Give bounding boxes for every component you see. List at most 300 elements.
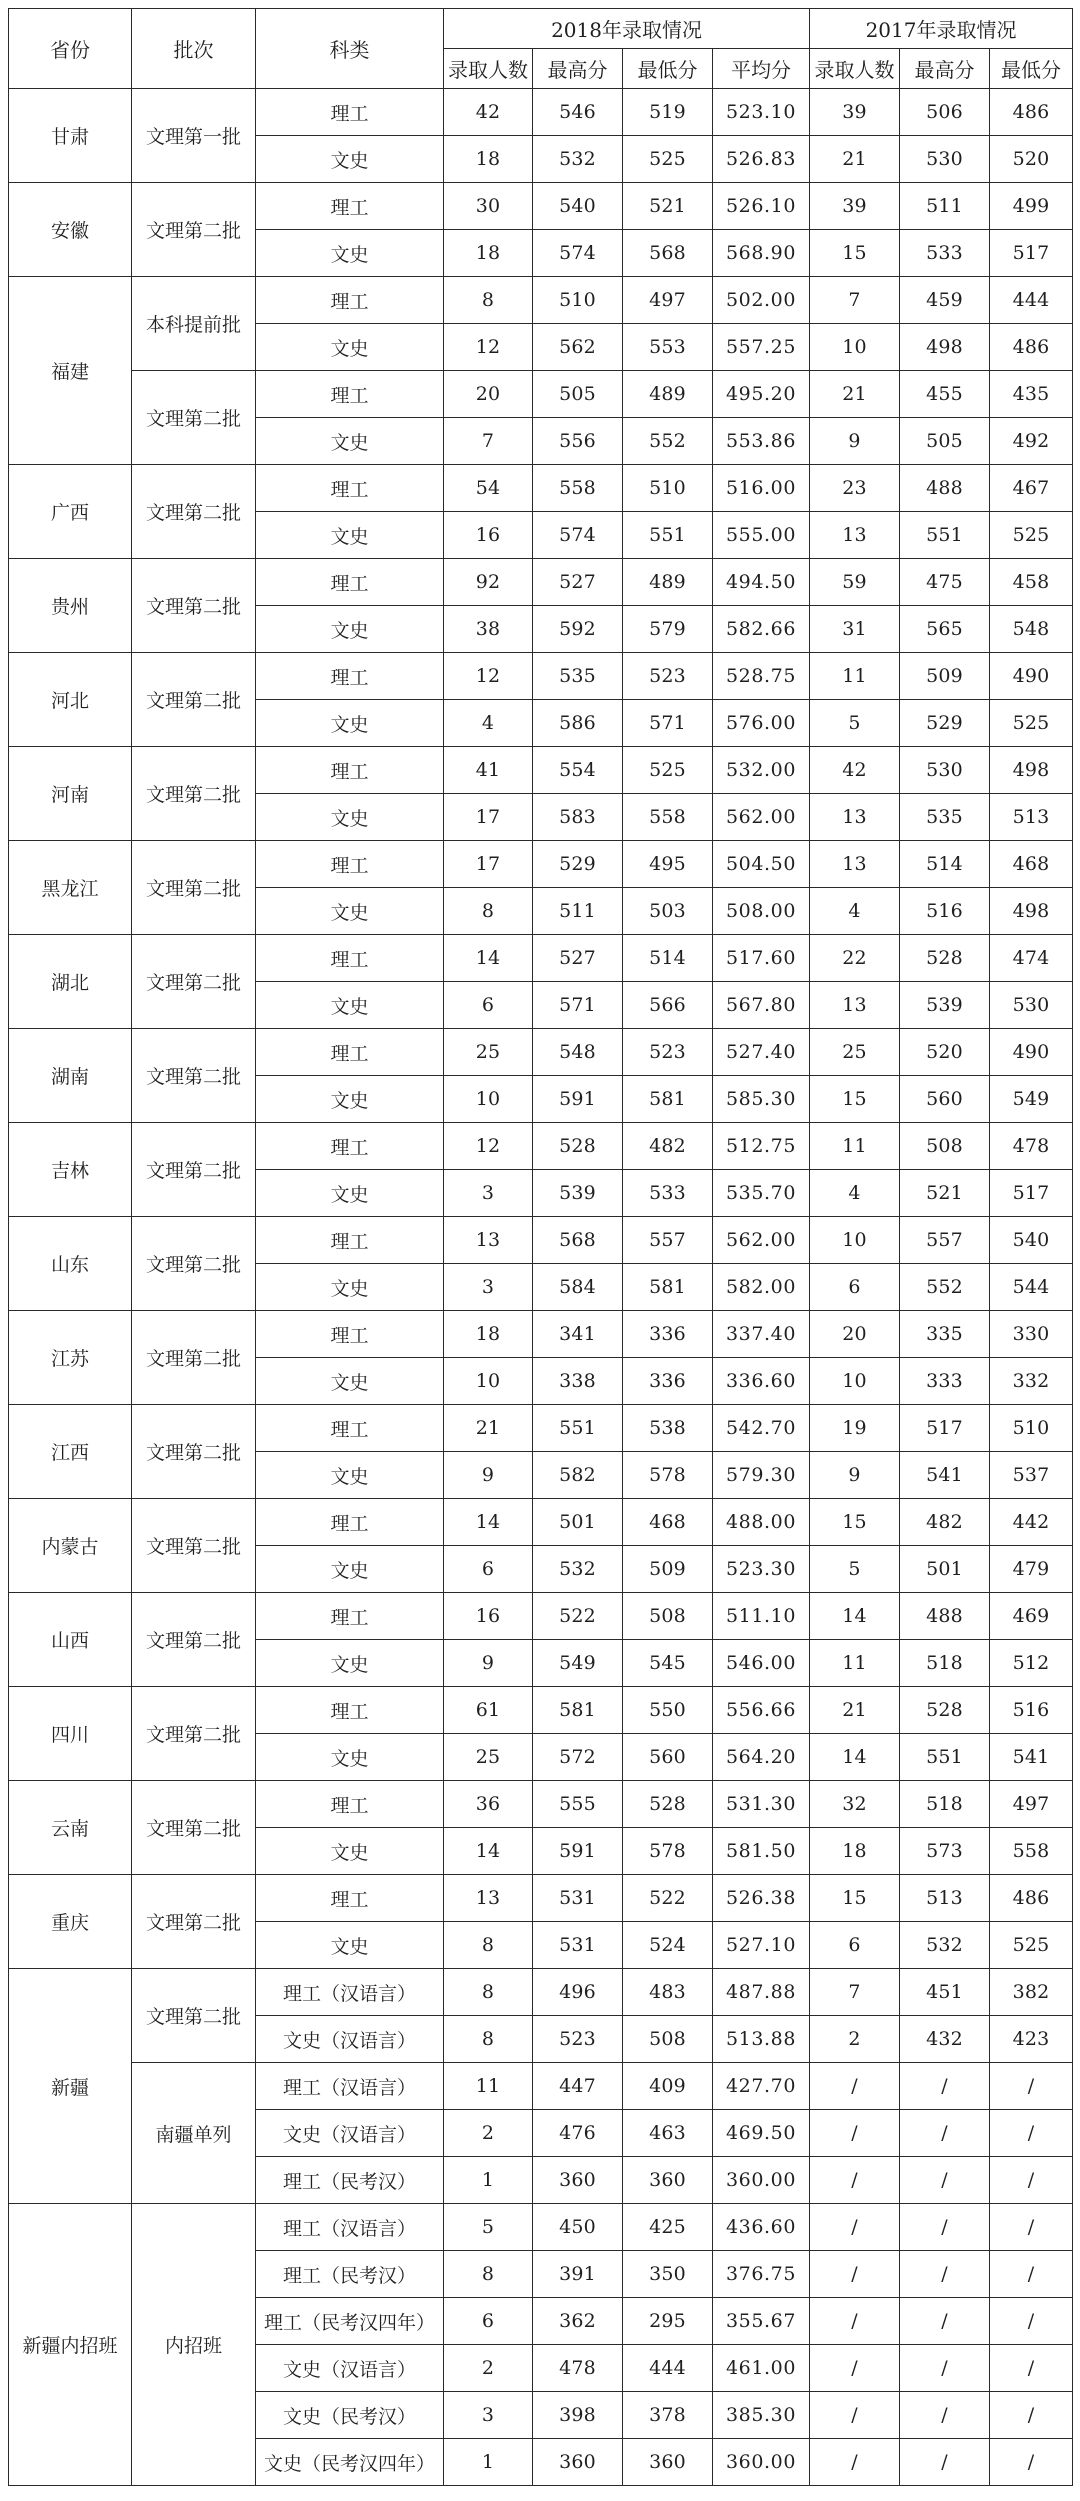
cell-max-2018: 562 — [533, 324, 623, 371]
cell-min-2017: 467 — [990, 465, 1073, 512]
cell-min-2017: 382 — [990, 1969, 1073, 2016]
cell-avg-2018: 568.90 — [713, 230, 810, 277]
cell-admitted-2017: 22 — [810, 935, 900, 982]
cell-max-2017: 514 — [900, 841, 990, 888]
cell-subject: 文史 — [256, 1828, 444, 1875]
cell-subject: 理工 — [256, 1123, 444, 1170]
cell-avg-2018: 504.50 — [713, 841, 810, 888]
cell-province: 云南 — [9, 1781, 132, 1875]
cell-max-2018: 583 — [533, 794, 623, 841]
cell-avg-2018: 336.60 — [713, 1358, 810, 1405]
cell-min-2017: 498 — [990, 888, 1073, 935]
cell-admitted-2018: 14 — [444, 935, 533, 982]
table-row — [9, 1029, 1073, 1076]
admission-table — [8, 8, 1073, 2486]
cell-admitted-2018: 7 — [444, 418, 533, 465]
cell-admitted-2018: 3 — [444, 1170, 533, 1217]
cell-province: 福建 — [9, 277, 132, 465]
cell-max-2018: 591 — [533, 1828, 623, 1875]
cell-min-2018: 468 — [623, 1499, 713, 1546]
cell-subject: 理工（汉语言） — [256, 1969, 444, 2016]
cell-subject: 理工 — [256, 1405, 444, 1452]
cell-admitted-2017: 6 — [810, 1264, 900, 1311]
header-subject: 科类 — [256, 9, 444, 89]
table-row — [9, 277, 1073, 324]
cell-admitted-2018: 4 — [444, 700, 533, 747]
cell-max-2017: / — [900, 2063, 990, 2110]
cell-subject: 文史（汉语言） — [256, 2345, 444, 2392]
cell-subject: 理工 — [256, 1875, 444, 1922]
cell-min-2017: 486 — [990, 1875, 1073, 1922]
cell-min-2017: / — [990, 2204, 1073, 2251]
cell-max-2017: 511 — [900, 183, 990, 230]
cell-max-2017: 552 — [900, 1264, 990, 1311]
cell-subject: 理工 — [256, 1217, 444, 1264]
cell-max-2017: 451 — [900, 1969, 990, 2016]
table-row — [9, 1311, 1073, 1358]
cell-admitted-2018: 8 — [444, 1922, 533, 1969]
header-max-2017: 最高分 — [900, 49, 990, 89]
cell-avg-2018: 562.00 — [713, 794, 810, 841]
cell-admitted-2018: 1 — [444, 2439, 533, 2486]
cell-min-2017: 512 — [990, 1640, 1073, 1687]
cell-admitted-2017: 9 — [810, 1452, 900, 1499]
cell-min-2017: 541 — [990, 1734, 1073, 1781]
cell-avg-2018: 461.00 — [713, 2345, 810, 2392]
cell-min-2017: / — [990, 2157, 1073, 2204]
cell-min-2017: 330 — [990, 1311, 1073, 1358]
cell-admitted-2018: 25 — [444, 1734, 533, 1781]
cell-max-2017: 551 — [900, 512, 990, 559]
cell-avg-2018: 528.75 — [713, 653, 810, 700]
table-row — [9, 2204, 1073, 2251]
cell-max-2017: 530 — [900, 136, 990, 183]
header-2017: 2017年录取情况 — [810, 9, 1073, 49]
header-min-2017: 最低分 — [990, 49, 1073, 89]
cell-max-2018: 496 — [533, 1969, 623, 2016]
cell-max-2018: 551 — [533, 1405, 623, 1452]
cell-max-2018: 555 — [533, 1781, 623, 1828]
cell-max-2018: 362 — [533, 2298, 623, 2345]
cell-max-2018: 511 — [533, 888, 623, 935]
cell-province: 江苏 — [9, 1311, 132, 1405]
cell-subject: 文史 — [256, 418, 444, 465]
cell-max-2017: 535 — [900, 794, 990, 841]
cell-batch: 文理第二批 — [132, 1969, 256, 2063]
cell-max-2017: 516 — [900, 888, 990, 935]
cell-admitted-2018: 11 — [444, 2063, 533, 2110]
cell-avg-2018: 508.00 — [713, 888, 810, 935]
table-row — [9, 2063, 1073, 2110]
cell-min-2018: 409 — [623, 2063, 713, 2110]
cell-min-2017: 540 — [990, 1217, 1073, 1264]
cell-admitted-2018: 8 — [444, 888, 533, 935]
cell-max-2018: 539 — [533, 1170, 623, 1217]
cell-min-2018: 483 — [623, 1969, 713, 2016]
cell-batch: 文理第二批 — [132, 747, 256, 841]
cell-min-2017: 498 — [990, 747, 1073, 794]
cell-admitted-2018: 54 — [444, 465, 533, 512]
cell-max-2017: 482 — [900, 1499, 990, 1546]
cell-avg-2018: 495.20 — [713, 371, 810, 418]
table-row — [9, 1499, 1073, 1546]
cell-avg-2018: 567.80 — [713, 982, 810, 1029]
cell-batch: 内招班 — [132, 2204, 256, 2486]
table-row — [9, 1217, 1073, 1264]
cell-min-2017: 549 — [990, 1076, 1073, 1123]
cell-max-2018: 586 — [533, 700, 623, 747]
cell-min-2017: 486 — [990, 324, 1073, 371]
cell-batch: 文理第二批 — [132, 371, 256, 465]
cell-admitted-2018: 3 — [444, 1264, 533, 1311]
cell-admitted-2017: 15 — [810, 230, 900, 277]
cell-avg-2018: 488.00 — [713, 1499, 810, 1546]
cell-avg-2018: 513.88 — [713, 2016, 810, 2063]
cell-min-2017: / — [990, 2345, 1073, 2392]
cell-min-2018: 378 — [623, 2392, 713, 2439]
cell-avg-2018: 582.00 — [713, 1264, 810, 1311]
cell-avg-2018: 527.40 — [713, 1029, 810, 1076]
cell-avg-2018: 360.00 — [713, 2439, 810, 2486]
cell-max-2018: 476 — [533, 2110, 623, 2157]
cell-batch: 本科提前批 — [132, 277, 256, 371]
cell-min-2017: / — [990, 2298, 1073, 2345]
cell-min-2017: 478 — [990, 1123, 1073, 1170]
cell-max-2018: 556 — [533, 418, 623, 465]
cell-batch: 文理第二批 — [132, 465, 256, 559]
cell-admitted-2017: 18 — [810, 1828, 900, 1875]
cell-max-2018: 529 — [533, 841, 623, 888]
cell-avg-2018: 385.30 — [713, 2392, 810, 2439]
cell-max-2017: / — [900, 2110, 990, 2157]
cell-subject: 文史 — [256, 1358, 444, 1405]
cell-min-2017: 510 — [990, 1405, 1073, 1452]
cell-min-2018: 521 — [623, 183, 713, 230]
cell-min-2018: 360 — [623, 2157, 713, 2204]
cell-max-2018: 447 — [533, 2063, 623, 2110]
cell-max-2017: 528 — [900, 935, 990, 982]
cell-batch: 文理第二批 — [132, 1311, 256, 1405]
cell-min-2018: 350 — [623, 2251, 713, 2298]
cell-min-2018: 579 — [623, 606, 713, 653]
cell-subject: 理工 — [256, 841, 444, 888]
cell-avg-2018: 531.30 — [713, 1781, 810, 1828]
cell-min-2018: 553 — [623, 324, 713, 371]
cell-admitted-2017: / — [810, 2157, 900, 2204]
cell-admitted-2018: 18 — [444, 1311, 533, 1358]
cell-min-2017: 525 — [990, 512, 1073, 559]
cell-min-2017: / — [990, 2392, 1073, 2439]
cell-admitted-2017: 59 — [810, 559, 900, 606]
cell-min-2018: 528 — [623, 1781, 713, 1828]
cell-max-2018: 341 — [533, 1311, 623, 1358]
cell-admitted-2017: 21 — [810, 1687, 900, 1734]
cell-admitted-2018: 8 — [444, 1969, 533, 2016]
cell-max-2018: 558 — [533, 465, 623, 512]
cell-max-2018: 531 — [533, 1922, 623, 1969]
cell-admitted-2018: 2 — [444, 2345, 533, 2392]
cell-max-2018: 528 — [533, 1123, 623, 1170]
cell-min-2018: 489 — [623, 371, 713, 418]
cell-subject: 理工 — [256, 559, 444, 606]
cell-max-2018: 391 — [533, 2251, 623, 2298]
cell-max-2017: 508 — [900, 1123, 990, 1170]
cell-subject: 理工 — [256, 465, 444, 512]
cell-max-2017: 459 — [900, 277, 990, 324]
cell-avg-2018: 469.50 — [713, 2110, 810, 2157]
cell-subject: 理工 — [256, 1593, 444, 1640]
cell-max-2017: 335 — [900, 1311, 990, 1358]
cell-min-2018: 489 — [623, 559, 713, 606]
cell-max-2018: 510 — [533, 277, 623, 324]
cell-min-2018: 551 — [623, 512, 713, 559]
cell-admitted-2017: 7 — [810, 277, 900, 324]
cell-min-2018: 558 — [623, 794, 713, 841]
cell-admitted-2017: 6 — [810, 1922, 900, 1969]
cell-min-2018: 550 — [623, 1687, 713, 1734]
table-row — [9, 465, 1073, 512]
cell-admitted-2017: 14 — [810, 1593, 900, 1640]
cell-max-2017: 565 — [900, 606, 990, 653]
cell-avg-2018: 487.88 — [713, 1969, 810, 2016]
cell-admitted-2017: 7 — [810, 1969, 900, 2016]
cell-max-2017: 573 — [900, 1828, 990, 1875]
cell-avg-2018: 581.50 — [713, 1828, 810, 1875]
cell-subject: 文史 — [256, 1734, 444, 1781]
cell-batch: 文理第二批 — [132, 1781, 256, 1875]
cell-subject: 理工（民考汉） — [256, 2251, 444, 2298]
cell-max-2018: 540 — [533, 183, 623, 230]
cell-avg-2018: 526.10 — [713, 183, 810, 230]
table-row — [9, 1781, 1073, 1828]
cell-min-2017: 486 — [990, 89, 1073, 136]
cell-province: 吉林 — [9, 1123, 132, 1217]
header-batch: 批次 — [132, 9, 256, 89]
cell-admitted-2017: 13 — [810, 794, 900, 841]
cell-min-2018: 557 — [623, 1217, 713, 1264]
cell-subject: 文史（汉语言） — [256, 2016, 444, 2063]
table-row — [9, 1969, 1073, 2016]
header-row-1 — [9, 9, 1073, 49]
cell-subject: 理工（汉语言） — [256, 2063, 444, 2110]
cell-admitted-2017: 10 — [810, 1217, 900, 1264]
cell-max-2017: 518 — [900, 1781, 990, 1828]
cell-admitted-2018: 3 — [444, 2392, 533, 2439]
cell-avg-2018: 512.75 — [713, 1123, 810, 1170]
cell-province: 山西 — [9, 1593, 132, 1687]
cell-min-2017: / — [990, 2439, 1073, 2486]
cell-max-2018: 554 — [533, 747, 623, 794]
cell-min-2018: 545 — [623, 1640, 713, 1687]
cell-province: 内蒙古 — [9, 1499, 132, 1593]
cell-max-2018: 398 — [533, 2392, 623, 2439]
cell-min-2017: 442 — [990, 1499, 1073, 1546]
cell-batch: 文理第二批 — [132, 1499, 256, 1593]
cell-min-2018: 525 — [623, 747, 713, 794]
cell-subject: 理工（民考汉四年） — [256, 2298, 444, 2345]
cell-admitted-2018: 9 — [444, 1640, 533, 1687]
cell-admitted-2017: / — [810, 2251, 900, 2298]
cell-max-2018: 592 — [533, 606, 623, 653]
cell-subject: 理工 — [256, 935, 444, 982]
cell-max-2018: 478 — [533, 2345, 623, 2392]
cell-max-2018: 527 — [533, 935, 623, 982]
cell-min-2018: 425 — [623, 2204, 713, 2251]
cell-max-2018: 527 — [533, 559, 623, 606]
cell-max-2017: 560 — [900, 1076, 990, 1123]
cell-subject: 文史 — [256, 1546, 444, 1593]
table-row — [9, 935, 1073, 982]
cell-max-2017: 501 — [900, 1546, 990, 1593]
cell-subject: 文史 — [256, 1452, 444, 1499]
cell-min-2017: / — [990, 2110, 1073, 2157]
cell-min-2017: 513 — [990, 794, 1073, 841]
cell-min-2018: 295 — [623, 2298, 713, 2345]
cell-admitted-2017: 42 — [810, 747, 900, 794]
cell-batch: 文理第二批 — [132, 1593, 256, 1687]
cell-max-2017: 533 — [900, 230, 990, 277]
cell-min-2017: 423 — [990, 2016, 1073, 2063]
cell-province: 山东 — [9, 1217, 132, 1311]
cell-min-2017: 499 — [990, 183, 1073, 230]
cell-min-2017: 444 — [990, 277, 1073, 324]
cell-max-2017: 509 — [900, 653, 990, 700]
cell-admitted-2017: 25 — [810, 1029, 900, 1076]
cell-max-2018: 505 — [533, 371, 623, 418]
cell-subject: 文史 — [256, 1264, 444, 1311]
cell-admitted-2018: 30 — [444, 183, 533, 230]
cell-min-2018: 581 — [623, 1264, 713, 1311]
cell-avg-2018: 494.50 — [713, 559, 810, 606]
cell-max-2018: 548 — [533, 1029, 623, 1076]
cell-admitted-2018: 25 — [444, 1029, 533, 1076]
cell-batch: 文理第二批 — [132, 183, 256, 277]
cell-max-2017: / — [900, 2439, 990, 2486]
cell-min-2017: 517 — [990, 1170, 1073, 1217]
cell-min-2018: 495 — [623, 841, 713, 888]
table-body — [9, 89, 1073, 2486]
cell-avg-2018: 502.00 — [713, 277, 810, 324]
cell-batch: 文理第二批 — [132, 1405, 256, 1499]
cell-avg-2018: 582.66 — [713, 606, 810, 653]
cell-max-2018: 338 — [533, 1358, 623, 1405]
header-max-2018: 最高分 — [533, 49, 623, 89]
cell-min-2018: 552 — [623, 418, 713, 465]
cell-subject: 理工 — [256, 1029, 444, 1076]
cell-admitted-2017: / — [810, 2063, 900, 2110]
cell-max-2017: 506 — [900, 89, 990, 136]
cell-batch: 文理第二批 — [132, 1217, 256, 1311]
cell-max-2018: 531 — [533, 1875, 623, 1922]
cell-admitted-2017: / — [810, 2110, 900, 2157]
cell-admitted-2017: / — [810, 2392, 900, 2439]
cell-max-2017: / — [900, 2251, 990, 2298]
cell-min-2017: 558 — [990, 1828, 1073, 1875]
cell-subject: 文史 — [256, 794, 444, 841]
cell-admitted-2017: 31 — [810, 606, 900, 653]
cell-avg-2018: 585.30 — [713, 1076, 810, 1123]
header-avg-2018: 平均分 — [713, 49, 810, 89]
cell-min-2017: 468 — [990, 841, 1073, 888]
cell-admitted-2017: 15 — [810, 1076, 900, 1123]
cell-admitted-2018: 1 — [444, 2157, 533, 2204]
cell-min-2018: 519 — [623, 89, 713, 136]
cell-min-2018: 581 — [623, 1076, 713, 1123]
cell-batch: 文理第二批 — [132, 653, 256, 747]
cell-avg-2018: 523.30 — [713, 1546, 810, 1593]
cell-min-2017: 332 — [990, 1358, 1073, 1405]
cell-admitted-2018: 14 — [444, 1499, 533, 1546]
cell-subject: 文史 — [256, 982, 444, 1029]
cell-max-2017: 557 — [900, 1217, 990, 1264]
cell-avg-2018: 516.00 — [713, 465, 810, 512]
cell-max-2017: 513 — [900, 1875, 990, 1922]
cell-admitted-2017: / — [810, 2345, 900, 2392]
header-min-2018: 最低分 — [623, 49, 713, 89]
table-row — [9, 1875, 1073, 1922]
cell-province: 安徽 — [9, 183, 132, 277]
header-province: 省份 — [9, 9, 132, 89]
cell-admitted-2017: / — [810, 2204, 900, 2251]
cell-admitted-2017: 11 — [810, 1123, 900, 1170]
cell-avg-2018: 555.00 — [713, 512, 810, 559]
cell-subject: 文史 — [256, 1076, 444, 1123]
cell-admitted-2018: 21 — [444, 1405, 533, 1452]
cell-admitted-2018: 8 — [444, 2251, 533, 2298]
cell-admitted-2017: 10 — [810, 1358, 900, 1405]
cell-min-2018: 463 — [623, 2110, 713, 2157]
cell-admitted-2018: 92 — [444, 559, 533, 606]
cell-admitted-2017: / — [810, 2298, 900, 2345]
cell-max-2018: 584 — [533, 1264, 623, 1311]
table-row — [9, 653, 1073, 700]
cell-min-2018: 509 — [623, 1546, 713, 1593]
cell-max-2017: 333 — [900, 1358, 990, 1405]
cell-admitted-2017: 32 — [810, 1781, 900, 1828]
cell-avg-2018: 542.70 — [713, 1405, 810, 1452]
cell-max-2018: 582 — [533, 1452, 623, 1499]
cell-max-2017: 530 — [900, 747, 990, 794]
cell-min-2017: 479 — [990, 1546, 1073, 1593]
cell-min-2018: 578 — [623, 1452, 713, 1499]
table-row — [9, 747, 1073, 794]
cell-avg-2018: 526.83 — [713, 136, 810, 183]
cell-admitted-2017: 11 — [810, 653, 900, 700]
cell-subject: 文史 — [256, 700, 444, 747]
cell-max-2017: 432 — [900, 2016, 990, 2063]
cell-min-2017: 490 — [990, 1029, 1073, 1076]
table-row — [9, 1687, 1073, 1734]
cell-subject: 文史（民考汉四年） — [256, 2439, 444, 2486]
cell-min-2017: 548 — [990, 606, 1073, 653]
cell-subject: 文史 — [256, 136, 444, 183]
cell-min-2018: 560 — [623, 1734, 713, 1781]
cell-max-2017: / — [900, 2298, 990, 2345]
cell-min-2017: 435 — [990, 371, 1073, 418]
cell-avg-2018: 557.25 — [713, 324, 810, 371]
cell-subject: 理工 — [256, 1687, 444, 1734]
cell-avg-2018: 337.40 — [713, 1311, 810, 1358]
cell-subject: 文史 — [256, 512, 444, 559]
cell-admitted-2018: 20 — [444, 371, 533, 418]
cell-max-2017: 505 — [900, 418, 990, 465]
cell-min-2017: 516 — [990, 1687, 1073, 1734]
cell-province: 黑龙江 — [9, 841, 132, 935]
cell-subject: 文史（汉语言） — [256, 2110, 444, 2157]
cell-admitted-2018: 14 — [444, 1828, 533, 1875]
cell-min-2018: 360 — [623, 2439, 713, 2486]
cell-min-2017: 537 — [990, 1452, 1073, 1499]
